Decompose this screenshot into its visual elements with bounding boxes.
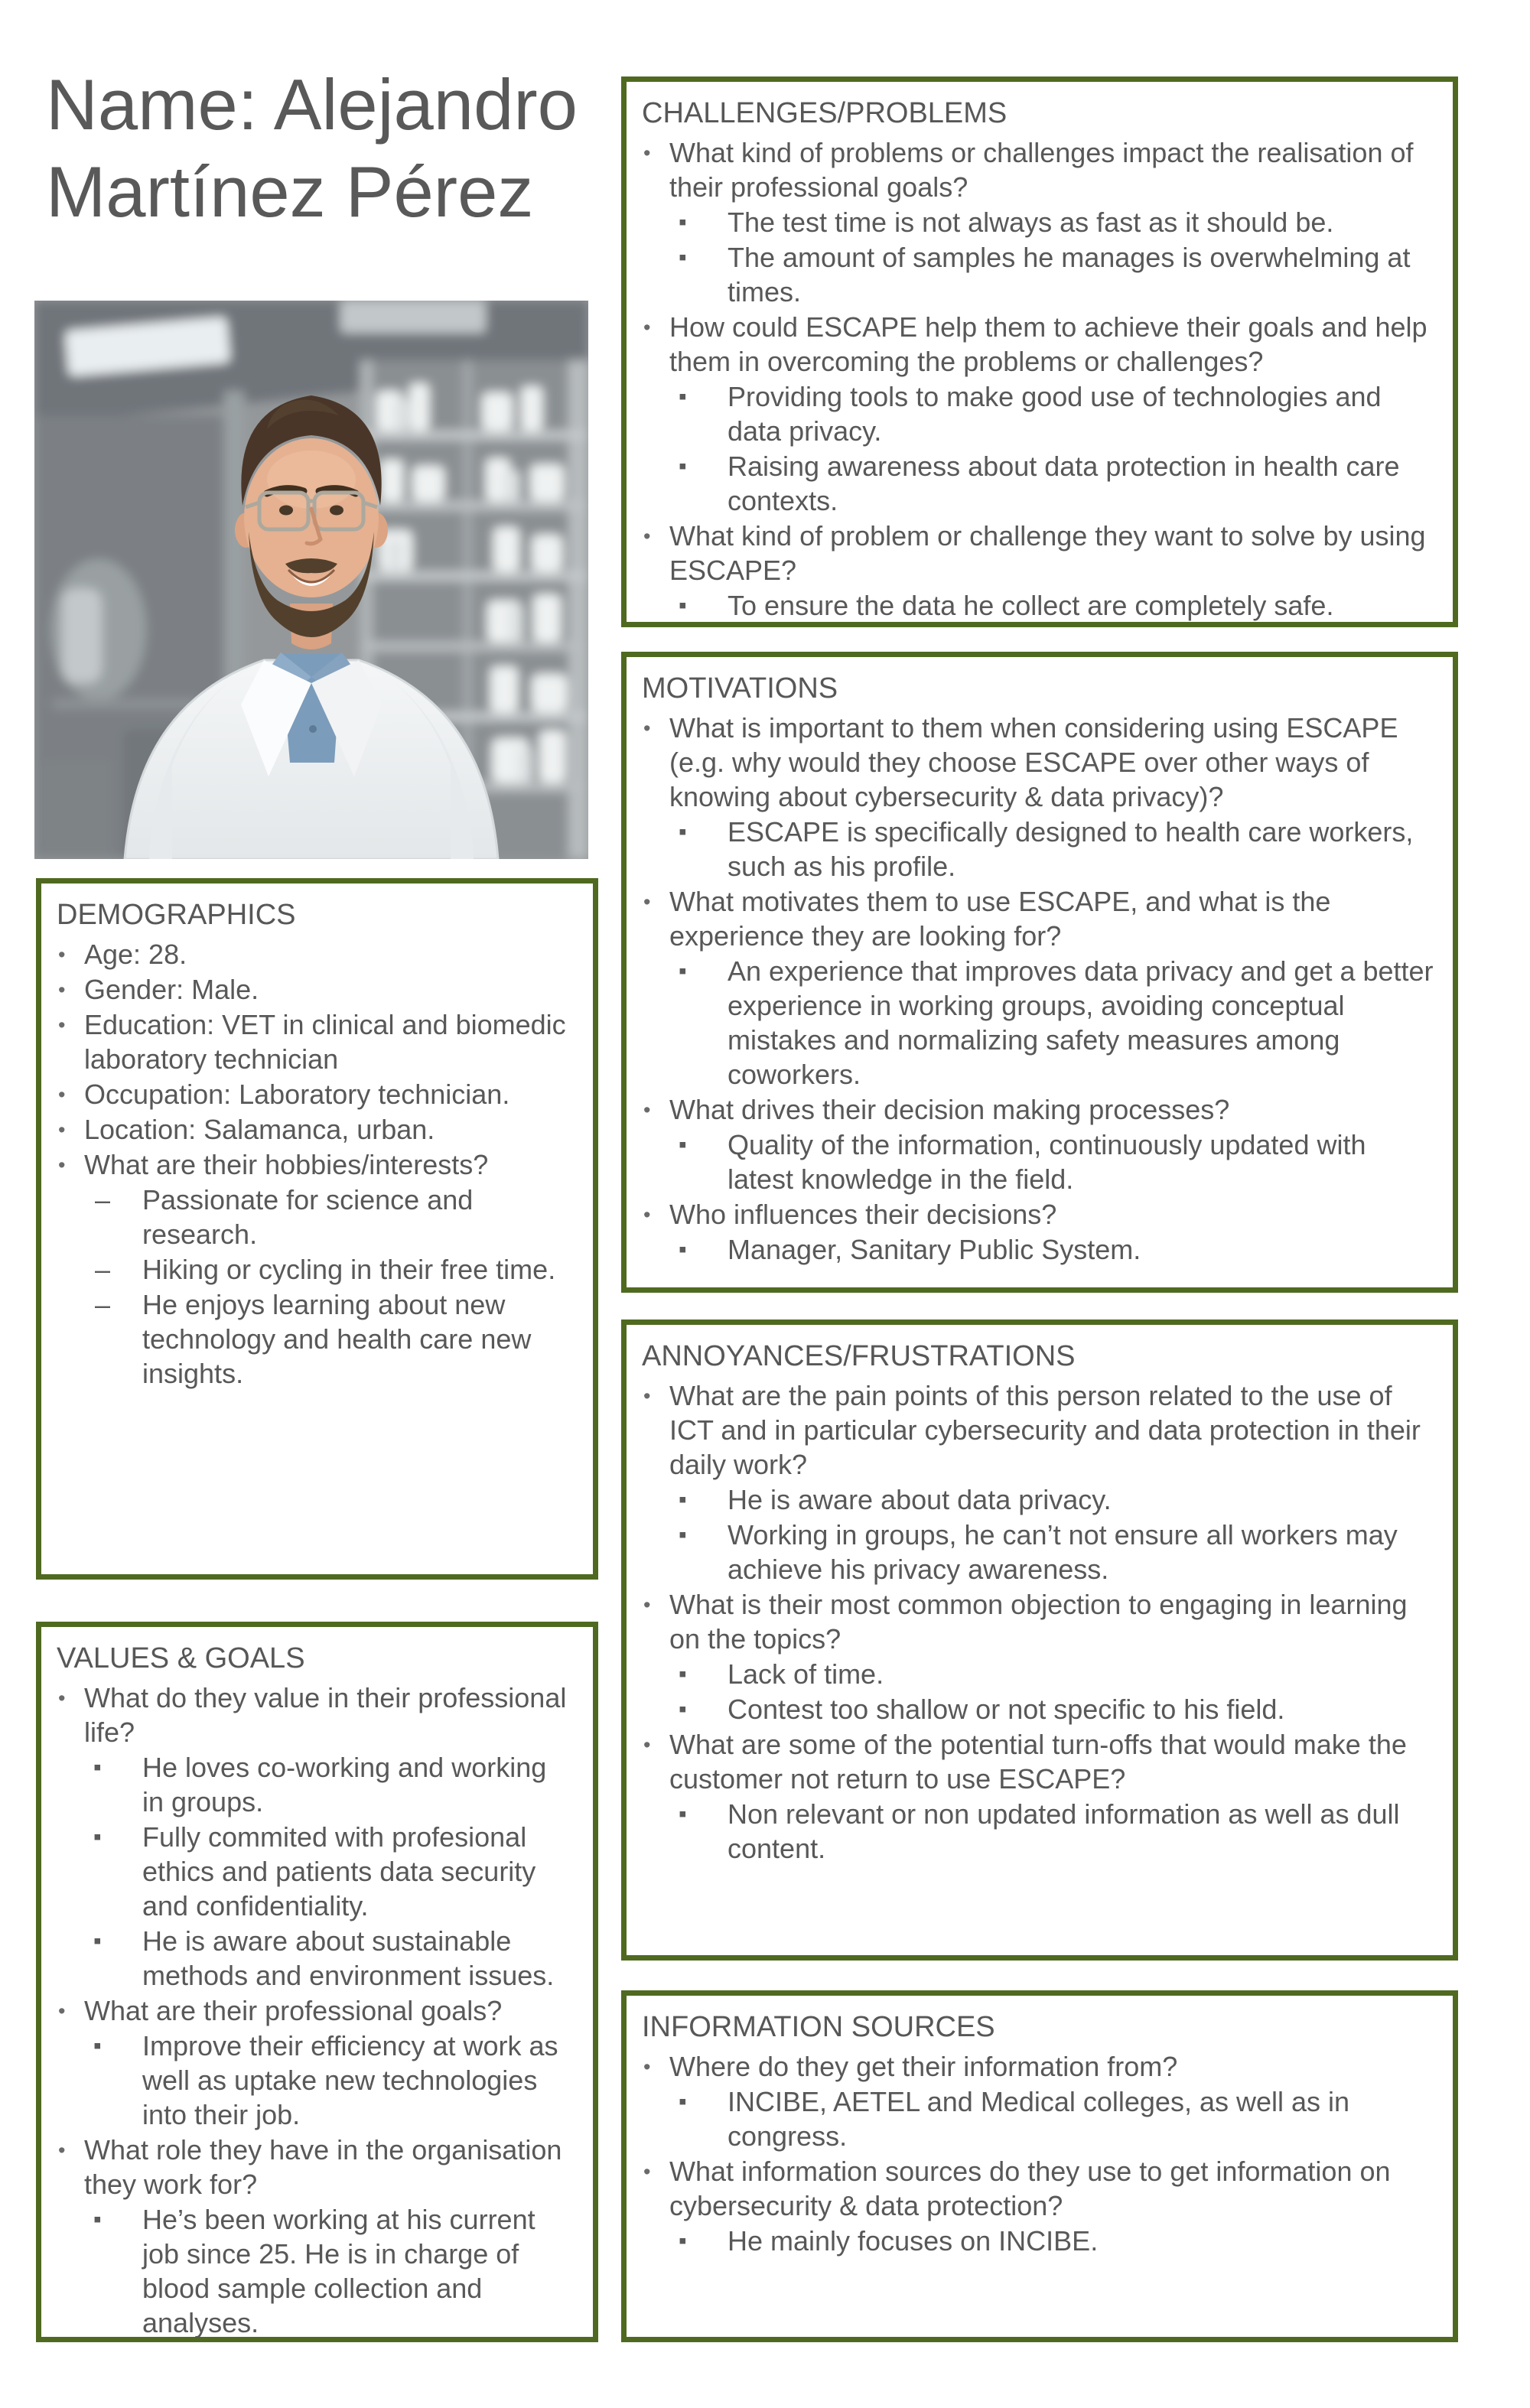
bullet-item: • Location: Salamanca, urban. (52, 1112, 575, 1147)
sub-bullet-item: ▪ The amount of samples he manages is overwhelming at times. (637, 240, 1434, 309)
sub-bullet-item: ▪ Non relevant or non updated information as well as dull content. (637, 1797, 1434, 1866)
sub-bullet-item: ▪ ESCAPE is specifically designed to health care workers, such as his profile. (637, 815, 1434, 883)
sub-bullet-item: ▪ Quality of the information, continuously updated with latest knowledge in the field. (637, 1128, 1434, 1196)
bullet-item: • Who influences their decisions? (637, 1197, 1434, 1232)
sub-bullet-item: ▪ Raising awareness about data protection in health care contexts. (637, 449, 1434, 518)
sub-bullet-item: ▪ Providing tools to make good use of technologies and data privacy. (637, 379, 1434, 448)
values-goals-title: VALUES & GOALS (57, 1642, 305, 1674)
sub-bullet-item: ▪ Improve their efficiency at work as well as uptake new technologies into their job. (52, 2029, 575, 2132)
information-sources-title: INFORMATION SOURCES (642, 2011, 995, 2043)
sub-bullet-item: ▪ He is aware about data privacy. (637, 1482, 1434, 1517)
bullet-item: • What is important to them when considering using ESCAPE (e.g. why would they choose ESCAPE over other ways of knowing about cybersecurity & data privacy)? (637, 711, 1434, 814)
bullet-item: • What role they have in the organisation they work for? (52, 2133, 575, 2201)
sub-bullet-item: – Hiking or cycling in their free time. (52, 1252, 575, 1287)
challenges-problems-box (621, 76, 1458, 627)
sub-bullet-item: ▪ The test time is not always as fast as it should be. (637, 205, 1434, 239)
sub-bullet-item: – Passionate for science and research. (52, 1183, 575, 1251)
lab-portrait-illustration (34, 301, 588, 859)
bullet-item: • What are their professional goals? (52, 1993, 575, 2028)
sub-bullet-item: – He enjoys learning about new technology and health care new insights. (52, 1287, 575, 1391)
bullet-item: • What are the pain points of this person related to the use of ICT and in particular cybersecurity and data protection in their daily work? (637, 1378, 1434, 1482)
sub-bullet-item: ▪ He mainly focuses on INCIBE. (637, 2224, 1434, 2258)
sub-bullet-item: ▪ To ensure the data he collect are completely safe. (637, 588, 1434, 623)
sub-bullet-item: ▪ An experience that improves data privacy and get a better experience in working groups, avoiding conceptual mistakes and normalizing safety measures among coworkers. (637, 954, 1434, 1092)
demographics-box (36, 878, 598, 1580)
bullet-item: • Education: VET in clinical and biomedic laboratory technician (52, 1007, 575, 1076)
information-sources-box (621, 1990, 1458, 2342)
motivations-title: MOTIVATIONS (642, 672, 838, 705)
persona-photo (34, 301, 588, 859)
challenges-problems-title: CHALLENGES/PROBLEMS (642, 97, 1008, 129)
demographics-title: DEMOGRAPHICS (57, 899, 296, 931)
bullet-item: • What are their hobbies/interests? (52, 1147, 575, 1182)
sub-bullet-item: ▪ Lack of time. (637, 1657, 1434, 1691)
sub-bullet-item: ▪ He loves co-working and working in groups. (52, 1750, 575, 1819)
persona-name: Name: Alejandro Martínez Pérez (46, 64, 578, 232)
sub-bullet-item: ▪ He’s been working at his current job since 25. He is in charge of blood sample collection and analyses. (52, 2202, 575, 2340)
sub-bullet-item: ▪ He is aware about sustainable methods and environment issues. (52, 1924, 575, 1993)
bullet-item: • What drives their decision making processes? (637, 1092, 1434, 1127)
bullet-item: • Occupation: Laboratory technician. (52, 1077, 575, 1111)
sub-bullet-item: ▪ Contest too shallow or not specific to his field. (637, 1692, 1434, 1726)
sub-bullet-item: ▪ Fully commited with profesional ethics and patients data security and confidentiality. (52, 1820, 575, 1923)
bullet-item: • Age: 28. (52, 937, 575, 971)
motivations-box (621, 652, 1458, 1293)
annoyances-frustrations-box (621, 1320, 1458, 1961)
annoyances-frustrations-title: ANNOYANCES/FRUSTRATIONS (642, 1340, 1076, 1372)
sub-bullet-item: ▪ Working in groups, he can’t not ensure all workers may achieve his privacy awareness. (637, 1518, 1434, 1586)
bullet-item: • Where do they get their information from? (637, 2049, 1434, 2084)
bullet-item: • What is their most common objection to engaging in learning on the topics? (637, 1587, 1434, 1656)
sub-bullet-item: ▪ Manager, Sanitary Public System. (637, 1232, 1434, 1267)
values-goals-box (36, 1622, 598, 2342)
bullet-item: • Gender: Male. (52, 972, 575, 1007)
bullet-item: • What information sources do they use to get information on cybersecurity & data protection? (637, 2154, 1434, 2223)
bullet-item: • What motivates them to use ESCAPE, and what is the experience they are looking for? (637, 884, 1434, 953)
bullet-item: • How could ESCAPE help them to achieve their goals and help them in overcoming the problems or challenges? (637, 310, 1434, 379)
bullet-item: • What do they value in their professional life? (52, 1681, 575, 1749)
sub-bullet-item: ▪ INCIBE, AETEL and Medical colleges, as well as in congress. (637, 2084, 1434, 2153)
bullet-item: • What are some of the potential turn-offs that would make the customer not return to use ESCAPE? (637, 1727, 1434, 1796)
bullet-item: • What kind of problems or challenges impact the realisation of their professional goals? (637, 135, 1434, 204)
bullet-item: • What kind of problem or challenge they want to solve by using ESCAPE? (637, 519, 1434, 587)
